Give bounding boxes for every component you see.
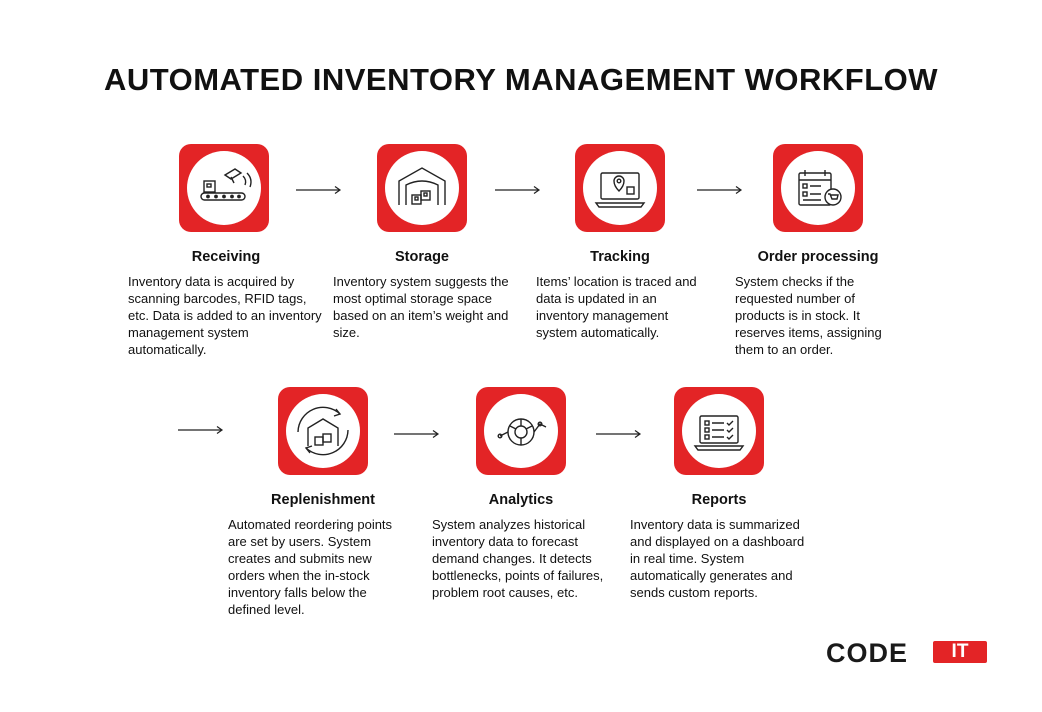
- receiving-title: Receiving: [191, 249, 261, 265]
- order-processing-icon-box: [773, 144, 863, 232]
- arrow-right-icon: [178, 425, 224, 435]
- logo-it-badge: IT: [933, 641, 987, 663]
- storage-icon-box: [377, 144, 467, 232]
- arrow-right-icon: [394, 429, 440, 439]
- analytics-chart-icon: [484, 394, 558, 468]
- page-title: AUTOMATED INVENTORY MANAGEMENT WORKFLOW: [103, 62, 939, 97]
- reports-icon-box: [674, 387, 764, 475]
- replenishment-title: Replenishment: [271, 492, 375, 508]
- order-processing-description: System checks if the requested number of products is in stock. It reserves items, assigning them to an order.: [735, 274, 882, 357]
- laptop-checklist-icon: [682, 394, 756, 468]
- storage-title: Storage: [395, 249, 449, 265]
- reports-description: Inventory data is summarized and displayed on a dashboard in real time. System automatically generates and sends custom reports.: [630, 517, 805, 600]
- storage-description: Inventory system suggests the most optimal storage space based on an item’s weight and size.: [333, 274, 509, 340]
- tracking-title: Tracking: [590, 249, 650, 265]
- receiving-icon-box: [179, 144, 269, 232]
- arrow-right-icon: [697, 185, 743, 195]
- logo-code-text: CODE: [826, 638, 909, 668]
- warehouse-refresh-icon: [286, 394, 360, 468]
- arrow-right-icon: [596, 429, 642, 439]
- replenishment-icon-box: [278, 387, 368, 475]
- tracking-icon-box: [575, 144, 665, 232]
- reports-title: Reports: [691, 492, 747, 508]
- replenishment-description: Automated reordering points are set by users. System creates and submits new orders when the in-stock inventory falls below the defined level.: [228, 517, 393, 617]
- laptop-location-pin-icon: [583, 151, 657, 225]
- analytics-icon-box: [476, 387, 566, 475]
- analytics-title: Analytics: [488, 492, 554, 508]
- warehouse-icon: [385, 151, 459, 225]
- calendar-cart-icon: [781, 151, 855, 225]
- order-processing-title: Order processing: [757, 249, 879, 265]
- arrow-right-icon: [495, 185, 541, 195]
- receiving-description: Inventory data is acquired by scanning barcodes, RFID tags, etc. Data is added to an inventory management system automatically.: [128, 274, 322, 357]
- tracking-description: Items’ location is traced and data is updated in an inventory management system automatically.: [536, 274, 697, 340]
- arrow-right-icon: [296, 185, 342, 195]
- barcode-scanner-conveyor-icon: [187, 151, 261, 225]
- analytics-description: System analyzes historical inventory data to forecast demand changes. It detects bottlenecks, points of failures, problem root causes, etc.: [432, 517, 604, 600]
